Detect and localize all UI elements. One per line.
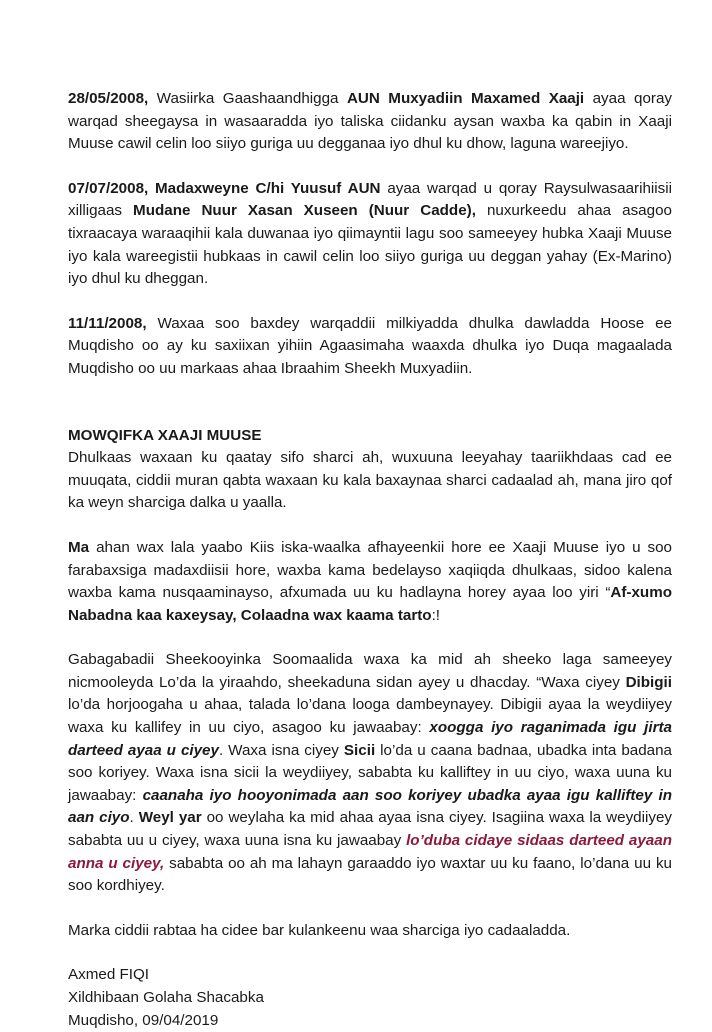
signature-block <box>68 964 672 1032</box>
signature-title: Xildhibaan Golaha Shacabka <box>68 989 264 1006</box>
paragraph-3: 11/11/2008, Waxaa soo baxdey warqaddii milkiyadda dhulka dawladda Hoose ee Muqdisho oo ay ku saxiixan yihiin Agaasimaha waaxda dhulka iyo Duqa magaalada Muqdisho oo uu markaas ahaa Ibraahim Sheekh Muxyadiin. <box>68 314 672 377</box>
paragraph-1: 28/05/2008, Wasiirka Gaashaandhigga AUN Muxyadiin Maxamed Xaaji ayaa qoray warqad sheegaysa in wasaaradda iyo taliska ciidanku aysan waxba ka qabin in Xaaji Muuse cawil celin loo siiyo guriga uu degganaa iyo dhul ku dhow, laguna wareejiyo. <box>68 90 672 153</box>
paragraph-5: Gabagabadii Sheekooyinka Soomaalida waxa ka mid ah sheeko laga sameeyey nicmooleyda Lo’da la yiraahdo, sheekaduna sidan ayey u dhacday. “Waxa ciyey Dibigii lo’da horjoogaha u ahaa, talada lo’dana looga dambeynayey. Dibigii ayaa la weydiiyey waxa ku kallifey in uu ciyo, asagoo ku jawaabay: xoogga iyo raganimada igu jirta darteed ayaa u ciyey. Waxa isna ciyey Sicii lo’da u caana badnaa, ubadka inta badana soo koriyey. Waxa isna sicii la weydiiyey, sababta ku kalliftey in uu ciyo, waxa uuna ku jawaabay: caanaha iyo hooyonimada aan soo koriyey ubadka ayaa igu kalliftey in aan ciyo. Weyl yar oo weylaha ka mid ahaa ayaa isna ciyey. Isagiina waxa la weydiiyey sababta uu u ciyey, waxa uuna isna ku jawaabay lo’duba cidaye sidaas darteed ayaan anna u ciyey, sababta oo ah ma lahayn garaaddo iyo waxtar uu ku faano, lo’dana uu ku soo kordhiyey. <box>68 651 673 895</box>
section-heading: MOWQIFKA XAAJI MUUSE <box>68 426 262 444</box>
proverb-quote: Af-xumo Nabadna kaa kaxeysay, Colaadna wax kaama tarto <box>68 584 672 624</box>
paragraph-4: Ma ahan wax lala yaabo Kiis iska-waalka afhayeenkii hore ee Xaaji Muuse iyo u soo farabaxsiga madaxdiisii hore, waxba kama bedelayso xaqiiqda dhulkaas, sidoo kalena waxba kama nusqaaminayso, afxumada uu ku hadlayna horey ayaa loo yiri “Af-xumo Nabadna kaa kaxeysay, Colaadna wax kaama tarto:! <box>68 538 672 624</box>
date-1: 28/05/2008, <box>68 90 149 107</box>
prime-minister-name: Mudane Nuur Xasan Xuseen (Nuur Cadde), <box>133 202 476 220</box>
highlighted-quote: lo’duba cidaye sidaas darteed ayaan anna u ciyey, <box>68 832 672 872</box>
minister-name: AUN Muxyadiin Maxamed Xaaji <box>346 90 585 107</box>
date-2: 07/07/2008, Madaxweyne C/hi Yuusuf AUN <box>68 179 381 197</box>
section-paragraph: Dhulkaas waxaan ku qaatay sifo sharci ah, wuxuuna leeyahay taariikhdaas cad ee muuqata, ciddii muran qabta waxaan ku kala baxaynaa sharci cadaalad ah, mana jiro qof ka weyn sharciga dalka u yaalla. <box>68 449 672 512</box>
closing-paragraph: Marka ciddii rabtaa ha cidee bar kulankeenu waa sharciga iyo cadaaladda. <box>68 921 571 939</box>
date-3: 11/11/2008, <box>68 314 147 332</box>
signature-name: Axmed FIQI <box>68 966 150 984</box>
paragraph-2: 07/07/2008, Madaxweyne C/hi Yuusuf AUN ayaa warqad u qoray Raysulwasaarihiisii xilligaas Mudane Nuur Xasan Xuseen (Nuur Cadde), nuxurkeedu ahaa asagoo tixraacaya waraaqihii kala duwanaa iyo qiimayntii lagu soo sameeyey hubka Xaaji Muuse iyo kala wareegistii hubkaas in cawil celin loo siiyo guriga uu deggan yahay (Ex-Marino) iyo dhul ku dheggan. <box>68 179 672 288</box>
signature-place-date: Muqdisho, 09/04/2019 <box>68 1011 219 1029</box>
